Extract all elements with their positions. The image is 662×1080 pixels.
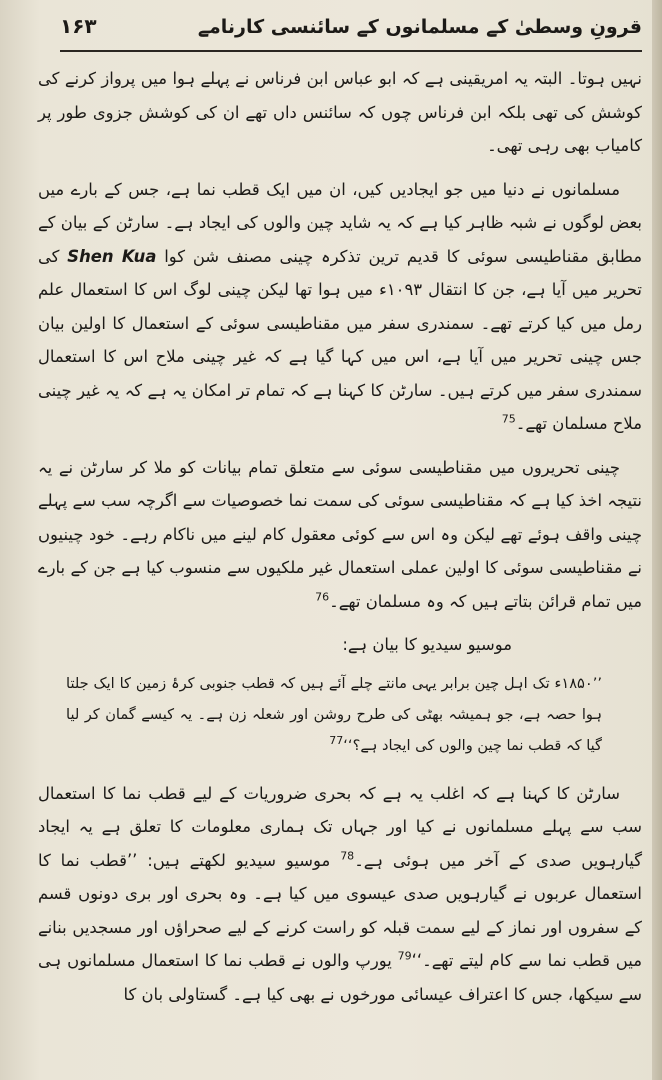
page-binding-edge xyxy=(652,0,662,1080)
footnote-ref-75: 75 xyxy=(501,412,516,426)
block-quote xyxy=(66,668,602,761)
page-number: ۱۶۳ xyxy=(60,14,97,38)
paragraph-1 xyxy=(38,62,642,163)
footnote-ref-78: 78 xyxy=(340,849,355,863)
paragraph-2-text-b: کی تحریر میں آیا ہے، جن کا انتقال ۱۰۹۳ء میں ہوا تھا لیکن چینی لوگ اس کا استعمال علم رمل میں کیا کرتے تھے۔ سمندری سفر میں مقناطیسی سوئی کے استعمال کا اولین بیان جس چینی تحریر میں آیا ہے، اس میں کہا گیا ہے کہ غیر چینی ملاح اس کا استعمال سمندری سفر میں کرتے ہیں۔ سارٹن کا کہنا ہے کہ تمام تر امکان یہ ہے کہ یہ غیر چینی ملاح مسلمان تھے۔ xyxy=(38,246,642,433)
footnote-ref-79: 79 xyxy=(397,949,412,963)
paragraph-4-text-a: سارٹن کا کہنا ہے کہ اغلب یہ ہے کہ بحری ضروریات کے لیے قطب نما کا استعمال سب سے پہلے مسلمانوں نے کیا اور جہاں تک ہماری معلومات کا تعلق ہے یہ ایجاد گیارہویں صدی کے آخر میں ہوئی ہے۔ xyxy=(38,783,643,870)
paragraph-3-text: چینی تحریروں میں مقناطیسی سوئی سے متعلق تمام بیانات کو ملا کر سارٹن نے یہ نتیجہ اخذ کیا ہے کہ مقناطیسی سوئی کی سمت نما خصوصیات سے اگرچہ سب سے پہلے چینی واقف ہوئے تھے لیکن وہ اس سے کوئی معقول کام لینے میں ناکام رہے۔ خود چینیوں نے مقناطیسی سوئی کا اولین عملی استعمال غیر ملکیوں سے منسوب کیا ہے جن کے بارے میں تمام قرائن بتاتے ہیں کہ وہ مسلمان تھے۔ xyxy=(38,457,642,611)
paragraph-2-text-a: مسلمانوں نے دنیا میں جو ایجادیں کیں، ان میں ایک قطب نما ہے، جس کے بارے میں بعض لوگوں نے شبہ ظاہر کیا ہے کہ یہ شاید چین والوں کی ایجاد ہے۔ سارٹن کے بیان کے مطابق مقناطیسی سوئی کا قدیم ترین تذکرہ چینی مصنف شن کوا xyxy=(38,179,642,266)
quote-intro: موسیو سیدیو کا بیان ہے: xyxy=(342,635,512,654)
paragraph-4-text-c: یورپ والوں نے قطب نما کا استعمال مسلمانوں ہی سے سیکھا، جس کا اعتراف عیسائی مورخوں نے بھی کیا ہے۔ گستاولی بان کا xyxy=(38,951,642,1004)
paragraph-1-text: نہیں ہوتا۔ البتہ یہ امریقینی ہے کہ ابو عباس ابن فرناس نے پہلے ہوا میں پرواز کرنے کی کوشش کی تھی بلکہ ابن فرناس چوں کہ سائنس داں تھے ان کی کوشش جزوی طور پر کامیاب بھی رہی تھی۔ xyxy=(38,69,642,155)
paragraph-2 xyxy=(38,173,642,441)
paragraph-4 xyxy=(38,777,642,1012)
page-header xyxy=(60,10,642,52)
page-body xyxy=(38,62,642,1021)
footnote-ref-77: 77 xyxy=(329,733,344,747)
paragraph-4-text-b: موسیو سیدیو لکھتے ہیں: ’’قطب نما کا استعمال عربوں نے گیارہویں صدی عیسوی میں کیا ہے۔ وہ بحری اور بری دونوں قسم کے سفروں اور نماز کے لیے سمت قبلہ کو راست کرنے کے لیے صحراؤں اور مسجدیں بنانے میں قطب نما سے کام لیتے تھے۔‘‘ xyxy=(38,850,642,970)
paragraph-3 xyxy=(38,451,642,619)
latin-name: Shen Kua xyxy=(67,246,157,266)
running-title: قرونِ وسطیٰ کے مسلمانوں کے سائنسی کارنامے xyxy=(197,16,642,38)
footnote-ref-76: 76 xyxy=(315,590,330,604)
block-quote-text: ’’۱۸۵۰ء تک اہل چین برابر یہی مانتے چلے آئے ہیں کہ قطب جنوبی کرۂ زمین کا ایک جلتا ہوا حصہ ہے، جو ہمیشہ بھٹی کی طرح روشن اور شعلہ زن ہے۔ یہ کیسے گمان کر لیا گیا کہ قطب نما چین والوں کی ایجاد ہے؟‘‘ xyxy=(66,674,602,754)
